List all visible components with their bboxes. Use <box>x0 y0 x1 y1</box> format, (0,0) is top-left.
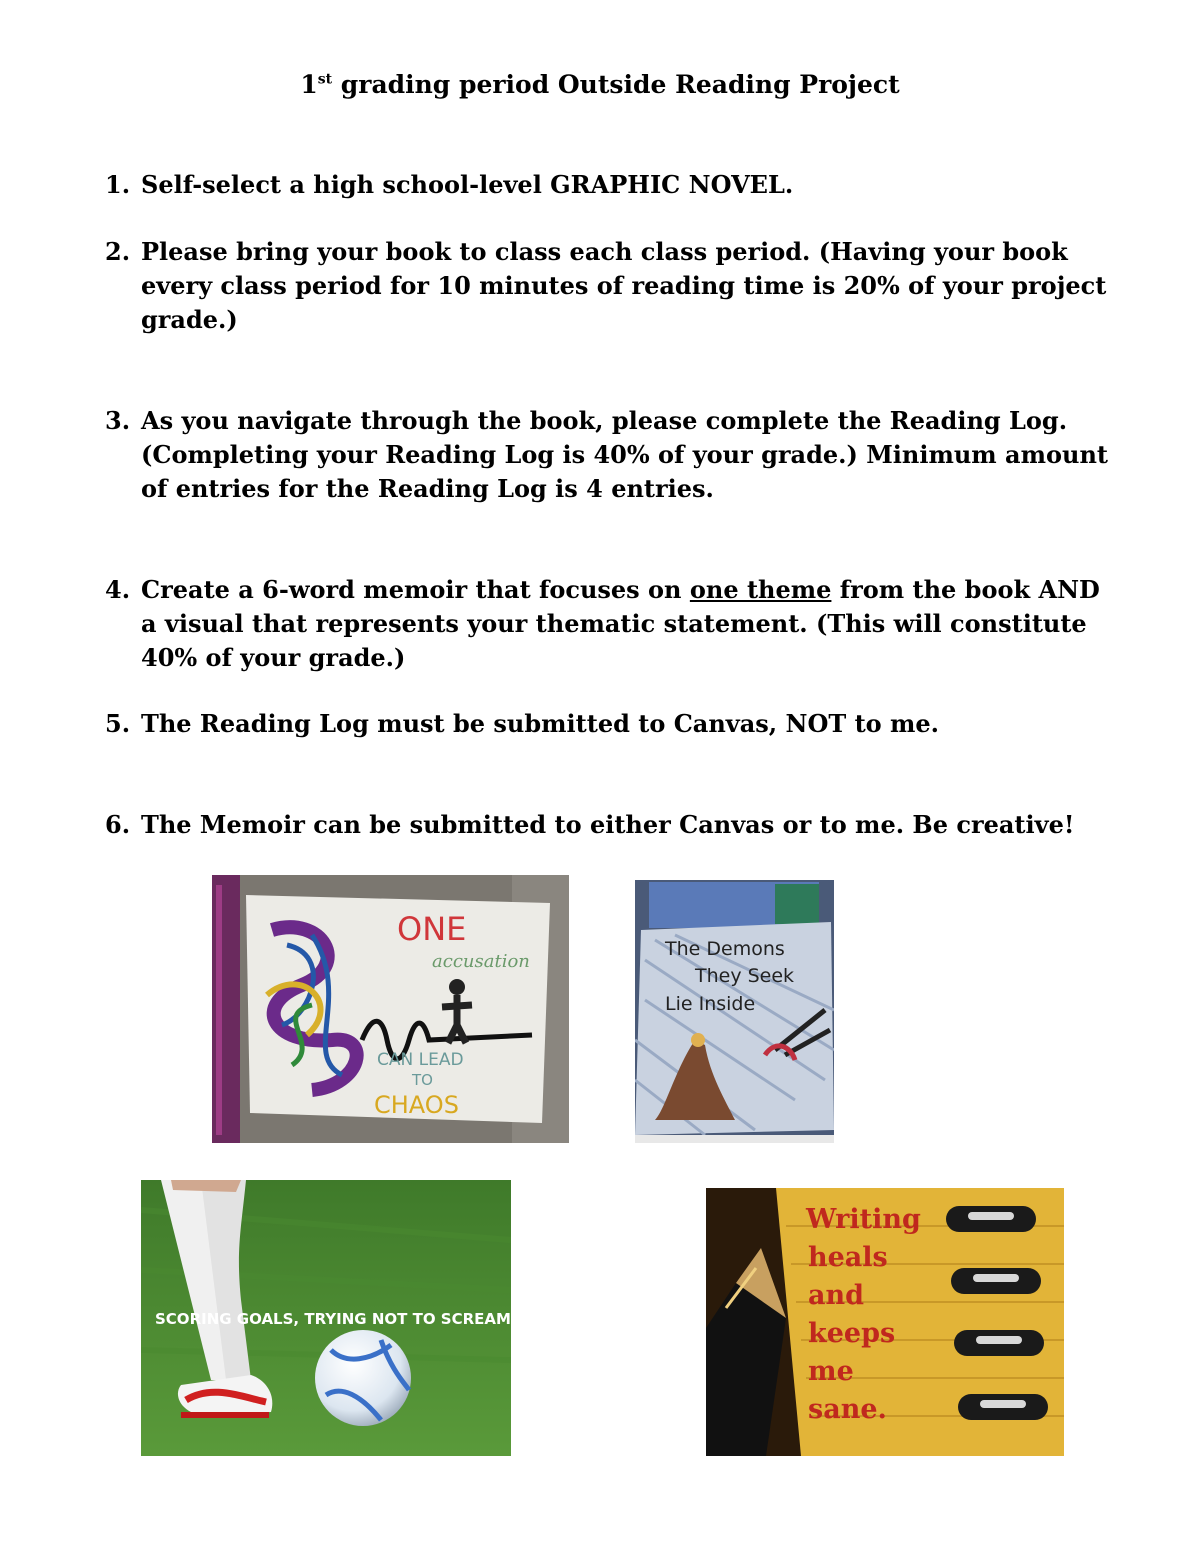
chaos-text-chaos: CHAOS <box>374 1091 459 1119</box>
list-item-3: 3. As you navigate through the book, please complete the Reading Log. (Completing your Reading Log is 40% of your grade.) Minimum amount of entries for the Reading Log is 4 entries. <box>105 406 1108 503</box>
soccer-caption: SCORING GOALS, TRYING NOT TO SCREAM <box>155 1310 511 1328</box>
underlined-phrase: one theme <box>689 575 832 604</box>
demons-text-line1: The Demons <box>665 938 785 960</box>
writing-text-line3: and <box>808 1280 865 1311</box>
chaos-canvas-photo <box>212 875 569 1143</box>
list-item-4: 4. Create a 6-word memoir that focuses on one theme from the book AND a visual that represents your thematic statement. (This will constitute 40% of your grade.) <box>105 575 1100 672</box>
chaos-text-one: ONE <box>397 910 467 948</box>
writing-text-line5: me <box>808 1356 854 1387</box>
soccer-photo <box>141 1180 511 1456</box>
demons-text-line3: Lie Inside <box>665 993 756 1015</box>
chaos-text-accusation: accusation <box>432 951 530 972</box>
list-item-1: 1. Self-select a high school-level GRAPHIC NOVEL. <box>105 170 794 199</box>
list-item-2: 2. Please bring your book to class each class period. (Having your book every class period for 10 minutes of reading time is 20% of your project grade.) <box>105 237 1107 334</box>
writing-text-line4: keeps <box>808 1318 896 1349</box>
chaos-text-to: TO <box>412 1071 433 1089</box>
list-item-6: 6. The Memoir can be submitted to either Canvas or to me. Be creative! <box>105 810 1075 839</box>
list-item-5: 5. The Reading Log must be submitted to Canvas, NOT to me. <box>105 709 940 738</box>
writing-text-line2: heals <box>808 1242 888 1273</box>
demons-drawing-photo <box>635 880 834 1143</box>
writing-text-line6: sane. <box>808 1394 887 1425</box>
demons-text-line2: They Seek <box>695 965 795 987</box>
writing-photo <box>706 1188 1064 1456</box>
page-title: 1st grading period Outside Reading Project <box>300 70 900 99</box>
chaos-text-can-lead: CAN LEAD <box>377 1050 464 1070</box>
writing-text-line1: Writing <box>806 1204 921 1235</box>
